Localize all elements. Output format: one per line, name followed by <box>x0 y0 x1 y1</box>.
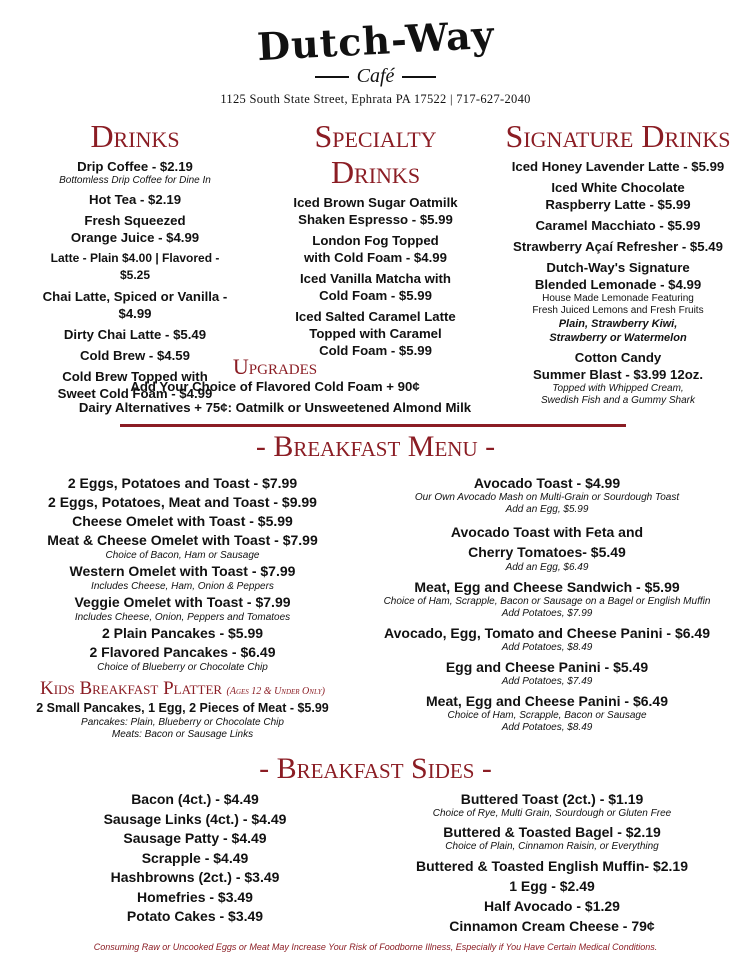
specialty-column <box>268 118 483 359</box>
side-item: Potato Cakes - $3.49 <box>126 908 264 924</box>
upgrades-line: Add Your Choice of Flavored Cold Foam + 90¢ <box>130 379 420 394</box>
specialty-item: Shaken Espresso - $5.99 <box>298 212 453 227</box>
drink-item: Cold Brew - $4.59 <box>80 348 190 363</box>
side-item: Bacon (4ct.) - $4.49 <box>131 791 259 807</box>
drink-item: Orange Juice - $4.99 <box>70 230 200 245</box>
breakfast-right <box>352 474 742 734</box>
signature-note: Strawberry or Watermelon <box>549 332 687 344</box>
signature-note: Plain, Strawberry Kiwi, <box>558 318 678 330</box>
drink-item: Cold Brew Topped with <box>62 369 208 384</box>
specialty-item: Iced Vanilla Matcha with <box>300 271 451 286</box>
signature-item: Iced Honey Lavender Latte - $5.99 <box>511 159 725 174</box>
signature-item: Caramel Macchiato - $5.99 <box>535 218 701 233</box>
breakfast-item: Veggie Omelet with Toast - $7.99 <box>74 594 291 610</box>
kids-heading <box>10 678 355 700</box>
kids-note: Pancakes: Plain, Blueberry or Chocolate Chip <box>81 717 284 728</box>
sides-title: - Breakfast Sides - <box>259 752 492 785</box>
drink-item: Hot Tea - $2.19 <box>88 192 182 207</box>
side-item: Sausage Links (4ct.) - $4.49 <box>103 810 287 827</box>
side-item: Hashbrowns (2ct.) - $3.49 <box>110 869 280 885</box>
sides-left <box>60 790 330 927</box>
breakfast-item: Avocado Toast - $4.99 <box>473 475 621 491</box>
breakfast-item: 2 Eggs, Potatoes and Toast - $7.99 <box>67 475 298 491</box>
breakfast-note: Add Potatoes, $8.49 <box>501 722 593 733</box>
breakfast-item: Cheese Omelet with Toast - $5.99 <box>72 513 293 529</box>
side-item: Cinnamon Cream Cheese - 79¢ <box>449 918 655 934</box>
drink-item: Sweet Cold Foam - $4.99 <box>57 386 213 401</box>
signature-column <box>498 118 738 407</box>
drink-item: Chai Latte, Spiced or Vanilla - $4.99 <box>42 289 228 321</box>
signature-item: Iced White Chocolate <box>551 180 685 195</box>
signature-item: Dutch-Way's Signature <box>546 260 690 275</box>
sides-right <box>372 790 732 936</box>
signature-item: Raspberry Latte - $5.99 <box>545 197 691 212</box>
side-item: 1 Egg - $2.49 <box>509 878 595 894</box>
specialty-item: Cold Foam - $5.99 <box>319 288 432 303</box>
breakfast-note: Choice of Ham, Scrapple, Bacon or Sausage <box>447 710 647 721</box>
breakfast-item: Western Omelet with Toast - $7.99 <box>69 563 296 579</box>
address: 1125 South State Street, Ephrata PA 17522 | 717-627-2040 <box>220 92 531 106</box>
specialty-item: London Fog Topped <box>312 233 439 248</box>
signature-item: Strawberry Açaí Refresher - $5.49 <box>513 239 723 254</box>
signature-item: Blended Lemonade - $4.99 <box>534 277 702 292</box>
breakfast-left <box>10 474 355 741</box>
breakfast-item: Meat & Cheese Omelet with Toast - $7.99 <box>47 532 318 548</box>
upgrades-line: Dairy Alternatives + 75¢: Oatmilk or Unsweetened Almond Milk <box>78 400 472 415</box>
side-item: Scrapple - $4.49 <box>141 849 249 866</box>
drink-note: Bottomless Drip Coffee for Dine In <box>59 175 211 186</box>
signature-note: Topped with Whipped Cream, <box>552 383 684 394</box>
breakfast-item: Avocado, Egg, Tomato and Cheese Panini - $6.49 <box>384 625 710 641</box>
signature-item: Cotton Candy <box>574 350 662 365</box>
upgrades-section <box>40 356 510 416</box>
breakfast-note: Add an Egg, $6.49 <box>505 562 589 573</box>
kids-item: 2 Small Pancakes, 1 Egg, 2 Pieces of Meat - $5.99 <box>36 701 329 715</box>
breakfast-item: Meat, Egg and Cheese Panini - $6.49 <box>426 693 668 709</box>
breakfast-note: Add Potatoes, $7.99 <box>501 608 593 619</box>
breakfast-note: Our Own Avocado Mash on Multi-Grain or Sourdough Toast <box>414 492 680 503</box>
specialty-item: Iced Salted Caramel Latte <box>295 309 456 324</box>
side-note: Choice of Rye, Multi Grain, Sourdough or Gluten Free <box>432 808 672 819</box>
drink-item: Fresh Squeezed <box>84 213 186 228</box>
footer-disclaimer: Consuming Raw or Uncooked Eggs or Meat May Increase Your Risk of Foodborne Illness, Especially if You Have Certain Medical Conditions. <box>93 942 658 952</box>
side-item: Buttered & Toasted English Muffin- $2.19 <box>416 858 688 874</box>
breakfast-item: Avocado Toast with Feta and <box>450 524 644 540</box>
side-note: Choice of Plain, Cinnamon Raisin, or Everything <box>445 841 659 852</box>
logo <box>0 11 751 88</box>
breakfast-note: Choice of Ham, Scrapple, Bacon or Sausage on a Bagel or English Muffin <box>383 596 711 607</box>
drink-item: Drip Coffee - $2.19 <box>77 159 193 174</box>
breakfast-item: 2 Plain Pancakes - $5.99 <box>101 625 264 641</box>
drinks-title: Drinks <box>90 118 180 154</box>
breakfast-item: 2 Eggs, Potatoes, Meat and Toast - $9.99 <box>48 494 317 510</box>
side-item: Homefries - $3.49 <box>137 888 253 905</box>
breakfast-item: Meat, Egg and Cheese Sandwich - $5.99 <box>414 579 680 595</box>
kids-note: Meats: Bacon or Sausage Links <box>111 729 254 740</box>
specialty-item: Cold Foam - $5.99 <box>319 343 432 358</box>
side-item: Buttered & Toasted Bagel - $2.19 <box>443 824 661 840</box>
breakfast-note: Add an Egg, $5.99 <box>505 504 589 515</box>
specialty-item: Iced Brown Sugar Oatmilk <box>293 195 458 210</box>
signature-note: House Made Lemonade Featuring <box>542 293 694 304</box>
specialty-title: Specialty Drinks <box>314 118 437 190</box>
logo-main: Dutch-Way <box>255 11 496 70</box>
specialty-item: Topped with Caramel <box>309 326 442 341</box>
breakfast-note: Add Potatoes, $7.49 <box>501 676 593 687</box>
signature-note: Fresh Juiced Lemons and Fresh Fruits <box>532 305 704 316</box>
side-item: Sausage Patty - $4.49 <box>123 830 267 846</box>
breakfast-note: Includes Cheese, Ham, Onion & Peppers <box>91 581 274 592</box>
breakfast-item: Egg and Cheese Panini - $5.49 <box>445 659 649 675</box>
breakfast-note: Add Potatoes, $8.49 <box>501 642 593 653</box>
kids-subtitle: (Ages 12 & Under Only) <box>226 686 325 697</box>
breakfast-item: Cherry Tomatoes- $5.49 <box>468 544 626 560</box>
breakfast-note: Choice of Bacon, Ham or Sausage <box>105 550 260 561</box>
upgrades-title: Upgrades <box>232 354 318 379</box>
side-item: Half Avocado - $1.29 <box>484 898 620 914</box>
signature-item: Summer Blast - $3.99 12oz. <box>532 367 704 382</box>
kids-title: Kids Breakfast Platter <box>40 678 223 699</box>
logo-sub: Café <box>0 65 751 88</box>
divider <box>120 424 626 427</box>
specialty-item: with Cold Foam - $4.99 <box>304 250 447 265</box>
side-item: Buttered Toast (2ct.) - $1.19 <box>460 791 644 807</box>
breakfast-note: Choice of Blueberry or Chocolate Chip <box>97 662 268 673</box>
breakfast-item: 2 Flavored Pancakes - $6.49 <box>89 644 276 660</box>
signature-title: Signature Drinks <box>505 118 731 154</box>
drink-item: Dirty Chai Latte - $5.49 <box>63 327 207 342</box>
signature-note: Swedish Fish and a Gummy Shark <box>541 395 695 406</box>
breakfast-title: - Breakfast Menu - <box>255 430 496 463</box>
breakfast-note: Includes Cheese, Onion, Peppers and Tomatoes <box>74 612 291 623</box>
drink-item: Latte - Plain $4.00 | Flavored - $5.25 <box>50 251 220 282</box>
